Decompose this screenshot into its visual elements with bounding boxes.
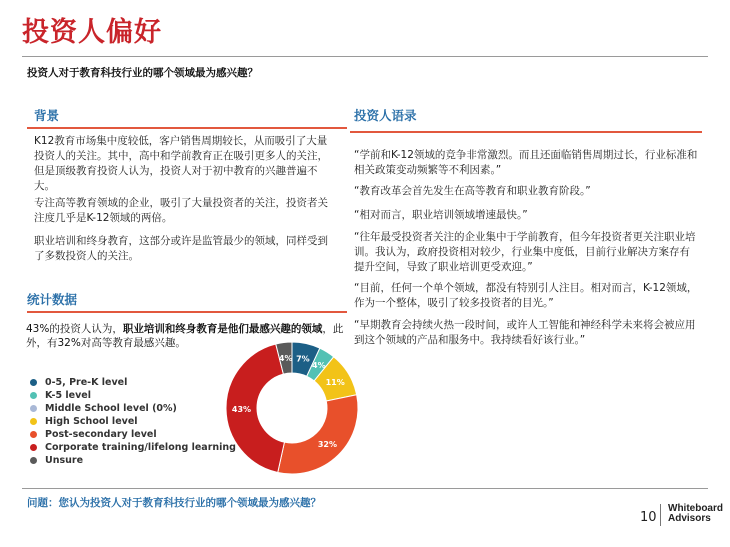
quote-1: “学前和K-12领域的竞争非常激烈。而且还面临销售周期过长，行业标准和相关政策变动频繁等不利因素。”	[354, 149, 698, 176]
logo-line-2: Advisors	[668, 513, 711, 524]
donut-slice	[278, 395, 358, 474]
page-title: 投资人偏好	[22, 17, 162, 48]
whiteboard-advisors-logo	[668, 504, 723, 524]
legend-swatch	[30, 431, 37, 438]
stats-heading: 统计数据	[27, 292, 78, 307]
donut-chart	[222, 338, 362, 478]
legend-label: Corporate training/lifelong learning	[45, 442, 236, 453]
legend-label: 0-5, Pre-K level	[45, 377, 128, 388]
page-number: 10	[640, 510, 657, 525]
stats-divider	[27, 311, 347, 313]
legend-label: K-5 level	[45, 390, 91, 401]
page-number-separator	[660, 504, 661, 526]
background-divider	[27, 127, 347, 129]
stats-text-suffix: ，此外，有32%对高等教育最感兴趣。	[26, 323, 344, 349]
donut-slice-label: 4%	[278, 353, 293, 363]
legend-swatch	[30, 457, 37, 464]
background-paragraph-2: 专注高等教育领域的企业，吸引了大量投资者的关注，投资者关注度几乎是K-12领域的两倍。	[34, 197, 328, 224]
quotes-divider	[350, 131, 702, 133]
legend-item	[30, 389, 236, 402]
logo-line-1: Whiteboard	[668, 503, 723, 514]
quote-3: “相对而言，职业培训领域增速最快。”	[354, 209, 528, 221]
legend-label: Post-secondary level	[45, 429, 157, 440]
legend-item	[30, 415, 236, 428]
title-divider	[22, 56, 708, 57]
background-paragraph-3: 职业培训和终身教育，这部分或许是监管最少的领域，同样受到了多数投资人的关注。	[34, 235, 328, 262]
background-heading: 背景	[34, 108, 60, 123]
background-paragraph-1: K12教育市场集中度较低，客户销售周期较长，从而吸引了大量投资人的关注。其中，高中和学前教育正在吸引更多人的关注，但是顶级教育投资人认为，投资人对于初中教育的兴趣普遍不大。	[34, 135, 328, 192]
quotes-heading: 投资人语录	[354, 108, 417, 123]
legend-item	[30, 441, 236, 454]
footer-question: 问题：您认为投资人对于教育科技行业的哪个领域最为感兴趣？	[27, 497, 321, 509]
chart-legend	[30, 376, 236, 467]
quote-4: “往年最受投资者关注的企业集中于学前教育，但今年投资者更关注职业培训。我认为，政府投资相对较少，行业集中度低，目前行业解决方案存有提升空间，导致了职业培训更受欢迎。”	[354, 231, 696, 273]
legend-item	[30, 376, 236, 389]
legend-swatch	[30, 444, 37, 451]
stats-text-bold: 职业培训和终身教育是他们最感兴趣的领域	[122, 323, 323, 335]
quote-2: “教育改革会首先发生在高等教育和职业教育阶段。”	[354, 185, 591, 197]
legend-swatch	[30, 418, 37, 425]
donut-slice-label: 4%	[312, 361, 326, 371]
legend-swatch	[30, 392, 37, 399]
legend-swatch	[30, 405, 37, 412]
page-subtitle: 投资人对于教育科技行业的哪个领域最为感兴趣？	[27, 67, 258, 79]
legend-item	[30, 428, 236, 441]
donut-slice-label: 43%	[231, 404, 252, 414]
legend-label: Unsure	[45, 455, 84, 466]
donut-slice-label: 11%	[325, 377, 345, 387]
footer-divider	[22, 488, 708, 489]
donut-slice-label: 32%	[317, 439, 338, 449]
donut-slice-label: 7%	[296, 354, 310, 364]
legend-swatch	[30, 379, 37, 386]
quote-6: “早期教育会持续火热一段时间，或许人工智能和神经科学未来将会被应用到这个领域的产品和服务中。我持续看好该行业。”	[354, 319, 696, 346]
quote-5: “目前，任何一个单个领域，都没有特别引人注目。相对而言，K-12领域，作为一个整体，吸引了较多投资者的目光。”	[354, 282, 698, 309]
stats-text-prefix: 43%的投资人认为，	[26, 323, 123, 335]
legend-label: High School level	[45, 416, 138, 427]
legend-label: Middle School level (0%)	[45, 403, 177, 414]
legend-item	[30, 454, 236, 467]
legend-item	[30, 402, 236, 415]
